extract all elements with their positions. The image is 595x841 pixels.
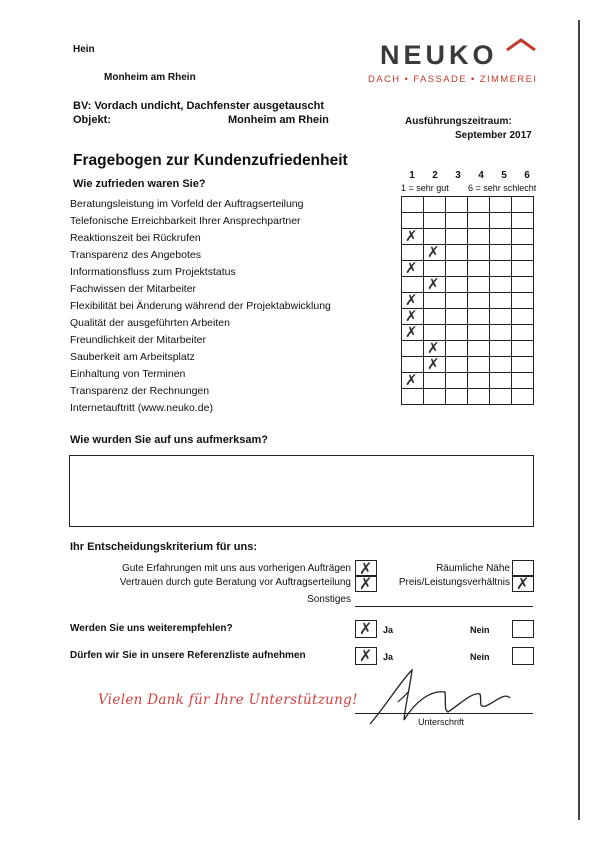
- rating-cell-5[interactable]: [490, 213, 512, 229]
- rating-grid: [401, 196, 534, 405]
- recommend-no-checkbox[interactable]: [512, 620, 534, 638]
- rating-cell-4[interactable]: [468, 341, 490, 357]
- rating-cell-4[interactable]: [468, 197, 490, 213]
- rating-row: [402, 277, 534, 293]
- rating-cell-4[interactable]: [468, 229, 490, 245]
- rating-cell-3[interactable]: [446, 341, 468, 357]
- rating-cell-6[interactable]: [512, 309, 534, 325]
- rating-row: [402, 213, 534, 229]
- rating-cell-5[interactable]: [490, 357, 512, 373]
- rating-cell-2[interactable]: [424, 245, 446, 261]
- rating-row: [402, 373, 534, 389]
- thanks-message: Vielen Dank für Ihre Unterstützung!: [98, 692, 358, 708]
- rating-cell-5[interactable]: [490, 293, 512, 309]
- recommend-yes-checkbox[interactable]: ✗: [355, 620, 377, 638]
- scale-4: 4: [478, 170, 484, 181]
- period-value: September 2017: [455, 130, 532, 141]
- rating-cell-6[interactable]: [512, 325, 534, 341]
- rating-cell-2[interactable]: [424, 213, 446, 229]
- rating-cell-3[interactable]: [446, 389, 468, 405]
- rating-row: [402, 357, 534, 373]
- rating-row: [402, 389, 534, 405]
- criterion-label: Transparenz der Rechnungen: [70, 385, 210, 397]
- decision-left-1-checkbox[interactable]: ✗: [355, 560, 377, 577]
- rating-cell-4[interactable]: [468, 261, 490, 277]
- company-tagline: DACH • FASSADE • ZIMMEREI: [368, 74, 538, 85]
- decision-right-2-checkbox[interactable]: ✗: [512, 575, 534, 592]
- decision-left-2-label: Vertrauen durch gute Beratung vor Auftragserteilung: [119, 577, 351, 588]
- rating-cell-6[interactable]: [512, 245, 534, 261]
- rating-cell-4[interactable]: [468, 389, 490, 405]
- rating-cell-4[interactable]: [468, 357, 490, 373]
- criterion-label: Telefonische Erreichbarkeit Ihrer Ansprechpartner: [70, 215, 301, 227]
- criterion-label: Fachwissen der Mitarbeiter: [70, 283, 197, 295]
- rating-mark: ✗: [427, 339, 440, 357]
- scale-3: 3: [455, 170, 461, 181]
- rating-row: [402, 229, 534, 245]
- rating-cell-2[interactable]: [424, 373, 446, 389]
- roof-icon: [505, 38, 537, 52]
- rating-cell-1[interactable]: [402, 373, 424, 389]
- rating-mark: ✗: [405, 371, 418, 389]
- reference-question: Dürfen wir Sie in unsere Referenzliste aufnehmen: [70, 650, 306, 661]
- rating-cell-6[interactable]: [512, 341, 534, 357]
- object-label: Objekt:: [73, 114, 111, 126]
- construction-project: BV: Vordach undicht, Dachfenster ausgetauscht: [73, 100, 325, 112]
- rating-cell-6[interactable]: [512, 197, 534, 213]
- rating-cell-2[interactable]: [424, 197, 446, 213]
- rating-cell-1[interactable]: [402, 389, 424, 405]
- rating-cell-6[interactable]: [512, 293, 534, 309]
- rating-cell-3[interactable]: [446, 325, 468, 341]
- rating-cell-4[interactable]: [468, 213, 490, 229]
- criterion-label: Internetauftritt (www.neuko.de): [70, 402, 213, 414]
- scale-6: 6: [524, 170, 530, 181]
- signature-line[interactable]: [355, 713, 533, 714]
- decision-right-2-label: Preis/Leistungsverhältnis: [398, 577, 510, 588]
- recommend-yes-label: Ja: [383, 625, 394, 635]
- decision-left-1-label: Gute Erfahrungen mit uns aus vorherigen Aufträgen: [121, 563, 351, 574]
- period-label: Ausführungszeitraum:: [405, 116, 512, 127]
- rating-cell-1[interactable]: [402, 229, 424, 245]
- rating-cell-2[interactable]: [424, 389, 446, 405]
- rating-cell-1[interactable]: [402, 325, 424, 341]
- rating-mark: ✗: [427, 243, 440, 261]
- rating-row: [402, 325, 534, 341]
- rating-row: [402, 309, 534, 325]
- criterion-label: Reaktionszeit bei Rückrufen: [70, 232, 201, 244]
- rating-mark: ✗: [405, 307, 418, 325]
- rating-scale-header: [401, 170, 541, 184]
- customer-name: Hein: [73, 44, 95, 55]
- attention-answer-box[interactable]: [69, 455, 534, 527]
- rating-cell-3[interactable]: [446, 245, 468, 261]
- rating-cell-3[interactable]: [446, 261, 468, 277]
- rating-row: [402, 341, 534, 357]
- rating-cell-6[interactable]: [512, 261, 534, 277]
- rating-cell-5[interactable]: [490, 389, 512, 405]
- rating-cell-5[interactable]: [490, 261, 512, 277]
- rating-row: [402, 261, 534, 277]
- rating-row: [402, 197, 534, 213]
- scale-5: 5: [501, 170, 507, 181]
- rating-cell-3[interactable]: [446, 213, 468, 229]
- criterion-label: Flexibilität bei Änderung während der Projektabwicklung: [70, 300, 331, 312]
- rating-cell-1[interactable]: [402, 261, 424, 277]
- scale-high-legend: 6 = sehr schlecht: [468, 183, 537, 193]
- rating-mark: ✗: [405, 291, 418, 309]
- other-line[interactable]: [355, 606, 533, 607]
- rating-cell-5[interactable]: [490, 229, 512, 245]
- criterion-label: Einhaltung von Terminen: [70, 368, 186, 380]
- rating-cell-4[interactable]: [468, 309, 490, 325]
- rating-cell-6[interactable]: [512, 357, 534, 373]
- rating-cell-1[interactable]: [402, 341, 424, 357]
- rating-cell-5[interactable]: [490, 197, 512, 213]
- criterion-label: Sauberkeit am Arbeitsplatz: [70, 351, 195, 363]
- object-city: Monheim am Rhein: [228, 114, 329, 126]
- decision-left-2-checkbox[interactable]: ✗: [355, 575, 377, 592]
- rating-cell-2[interactable]: [424, 277, 446, 293]
- attention-question: Wie wurden Sie auf uns aufmerksam?: [70, 434, 268, 446]
- rating-row: [402, 293, 534, 309]
- satisfaction-question: Wie zufrieden waren Sie?: [73, 178, 206, 190]
- rating-mark: ✗: [427, 355, 440, 373]
- scale-2: 2: [432, 170, 438, 181]
- rating-mark: ✗: [405, 323, 418, 341]
- reference-no-label: Nein: [470, 652, 490, 662]
- rating-cell-5[interactable]: [490, 277, 512, 293]
- rating-cell-3[interactable]: [446, 357, 468, 373]
- rating-cell-6[interactable]: [512, 229, 534, 245]
- rating-cell-4[interactable]: [468, 293, 490, 309]
- rating-cell-3[interactable]: [446, 293, 468, 309]
- decision-title: Ihr Entscheidungskriterium für uns:: [70, 541, 258, 553]
- page-title: Fragebogen zur Kundenzufriedenheit: [73, 152, 348, 169]
- scale-1: 1: [409, 170, 415, 181]
- scale-low-legend: 1 = sehr gut: [401, 183, 449, 193]
- rating-cell-5[interactable]: [490, 341, 512, 357]
- other-label: Sonstiges: [307, 594, 351, 605]
- signature-label: Unterschrift: [418, 717, 465, 727]
- page-edge-line: [578, 20, 580, 820]
- criterion-label: Beratungsleistung im Vorfeld der Auftragserteilung: [70, 198, 304, 210]
- criterion-label: Transparenz des Angebotes: [70, 249, 201, 261]
- rating-cell-2[interactable]: [424, 293, 446, 309]
- rating-cell-3[interactable]: [446, 197, 468, 213]
- rating-cell-6[interactable]: [512, 389, 534, 405]
- customer-city: Monheim am Rhein: [104, 72, 196, 83]
- rating-mark: ✗: [405, 259, 418, 277]
- recommend-question: Werden Sie uns weiterempfehlen?: [70, 623, 233, 634]
- decision-right-1-label: Räumliche Nähe: [436, 563, 510, 574]
- reference-yes-checkbox[interactable]: ✗: [355, 647, 377, 665]
- rating-cell-2[interactable]: [424, 309, 446, 325]
- rating-cell-5[interactable]: [490, 373, 512, 389]
- rating-cell-4[interactable]: [468, 373, 490, 389]
- rating-cell-3[interactable]: [446, 277, 468, 293]
- reference-yes-label: Ja: [383, 652, 394, 662]
- criterion-label: Qualität der ausgeführten Arbeiten: [70, 317, 230, 329]
- rating-cell-1[interactable]: [402, 197, 424, 213]
- rating-cell-5[interactable]: [490, 245, 512, 261]
- rating-cell-6[interactable]: [512, 213, 534, 229]
- rating-cell-4[interactable]: [468, 245, 490, 261]
- rating-cell-2[interactable]: [424, 357, 446, 373]
- rating-cell-6[interactable]: [512, 373, 534, 389]
- criterion-label: Informationsfluss zum Projektstatus: [70, 266, 236, 278]
- rating-cell-3[interactable]: [446, 309, 468, 325]
- rating-cell-4[interactable]: [468, 325, 490, 341]
- rating-mark: ✗: [405, 227, 418, 245]
- company-logo: NEUKO: [380, 40, 498, 70]
- rating-cell-6[interactable]: [512, 277, 534, 293]
- rating-cell-3[interactable]: [446, 229, 468, 245]
- criterion-label: Freundlichkeit der Mitarbeiter: [70, 334, 206, 346]
- recommend-no-label: Nein: [470, 625, 490, 635]
- rating-cell-5[interactable]: [490, 325, 512, 341]
- rating-cell-5[interactable]: [490, 309, 512, 325]
- rating-row: [402, 245, 534, 261]
- rating-cell-3[interactable]: [446, 373, 468, 389]
- rating-mark: ✗: [427, 275, 440, 293]
- rating-cell-4[interactable]: [468, 277, 490, 293]
